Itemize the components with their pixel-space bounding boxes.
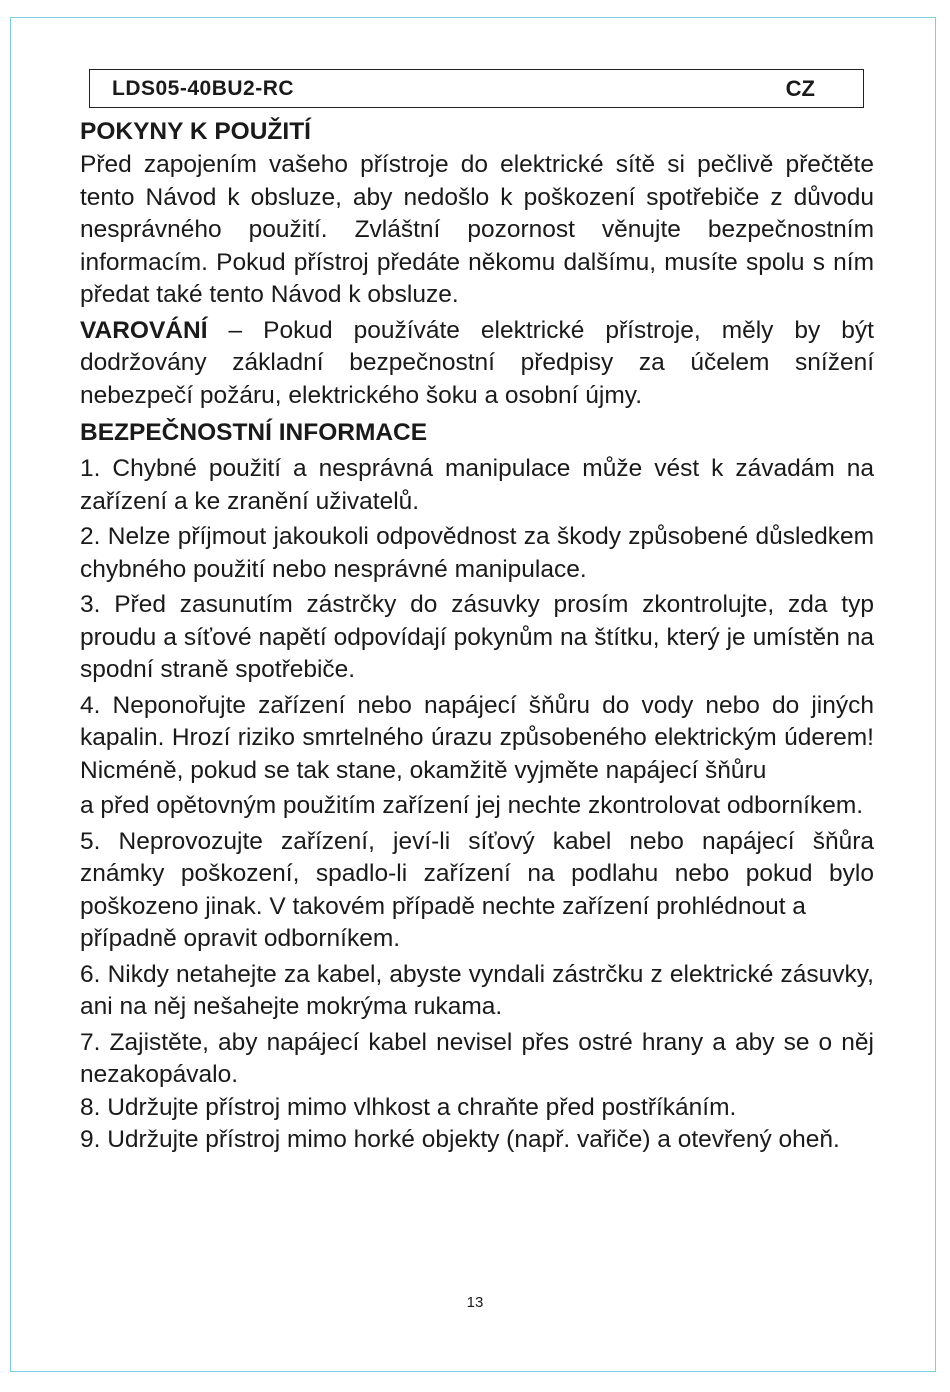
header-bar: [89, 69, 864, 108]
safety-item-4: 4. Neponořujte zařízení nebo napájecí šňůru do vody nebo do jiných kapalin. Hrozí riziko smrtelného úrazu způsobeného elektrickým úderem! Nicméně, pokud se tak stane, okamžitě vyjměte napájecí šňůru: [80, 691, 874, 784]
safety-item-1: 1. Chybné použití a nesprávná manipulace může vést k závadám na zařízení a ke zranění uživatelů.: [80, 455, 874, 515]
safety-title: BEZPEČNOSTNÍ INFORMACE: [80, 419, 428, 446]
warning-text: – Pokud používáte elektrické přístroje, měly by být dodržovány základní bezpečnostní předpisy za účelem snížení nebezpečí požáru, elektrického šoku a osobní újmy.: [80, 316, 874, 409]
safety-item-2: 2. Nelze příjmout jakoukoli odpovědnost za škody způsobené důsledkem chybného použití nebo nesprávné manipulace.: [80, 523, 874, 583]
safety-item-9: 9. Udržujte přístroj mimo horké objekty (např. vařiče) a otevřený oheň.: [80, 1126, 840, 1153]
warning-label: VAROVÁNÍ: [80, 316, 208, 344]
safety-item-8: 8. Udržujte přístroj mimo vlhkost a chraňte před postříkáním.: [80, 1093, 737, 1121]
safety-item-5-continued: případně opravit odborníkem.: [80, 925, 401, 952]
document-body: [80, 114, 874, 1157]
page-number: 13: [466, 1294, 484, 1311]
safety-item-5: 5. Neprovozujte zařízení, jeví‐li síťový kabel nebo napájecí šňůra známky poškození, spadlo‐li zařízení na podlahu nebo pokud bylo poškozeno jinak. V takovém případě nechte zařízení prohlédnout a: [80, 827, 874, 920]
safety-item-3: 3. Před zasunutím zástrčky do zásuvky prosím zkontrolujte, zda typ proudu a síťové napětí odpovídají pokynům na štítku, který je umístěn na spodní straně spotřebiče.: [80, 591, 874, 683]
usage-paragraph: Před zapojením vašeho přístroje do elektrické sítě si pečlivě přečtěte tento Návod k obsluze, aby nedošlo k poškození spotřebiče z důvodu nesprávného použití. Zvláštní pozornost věnujte bezpečnostním informacím. Pokud přístroj předáte někomu dalšímu, musíte spolu s ním předat také tento Návod k obsluze.: [80, 151, 874, 308]
safety-item-6: 6. Nikdy netahejte za kabel, abyste vyndali zástrčku z elektrické zásuvky, ani na něj nešahejte mokrýma rukama.: [80, 960, 874, 1020]
usage-title: POKYNY K POUŽITÍ: [80, 118, 311, 145]
language-code: CZ: [785, 76, 815, 101]
safety-item-7: 7. Zajistěte, aby napájecí kabel nevisel přes ostré hrany a aby se o něj nezakopávalo.: [80, 1028, 874, 1088]
safety-item-4-continued: a před opětovným použitím zařízení jej nechte zkontrolovat odborníkem.: [80, 792, 864, 819]
warning-paragraph: [80, 315, 874, 413]
model-number: LDS05-40BU2-RC: [112, 77, 295, 100]
